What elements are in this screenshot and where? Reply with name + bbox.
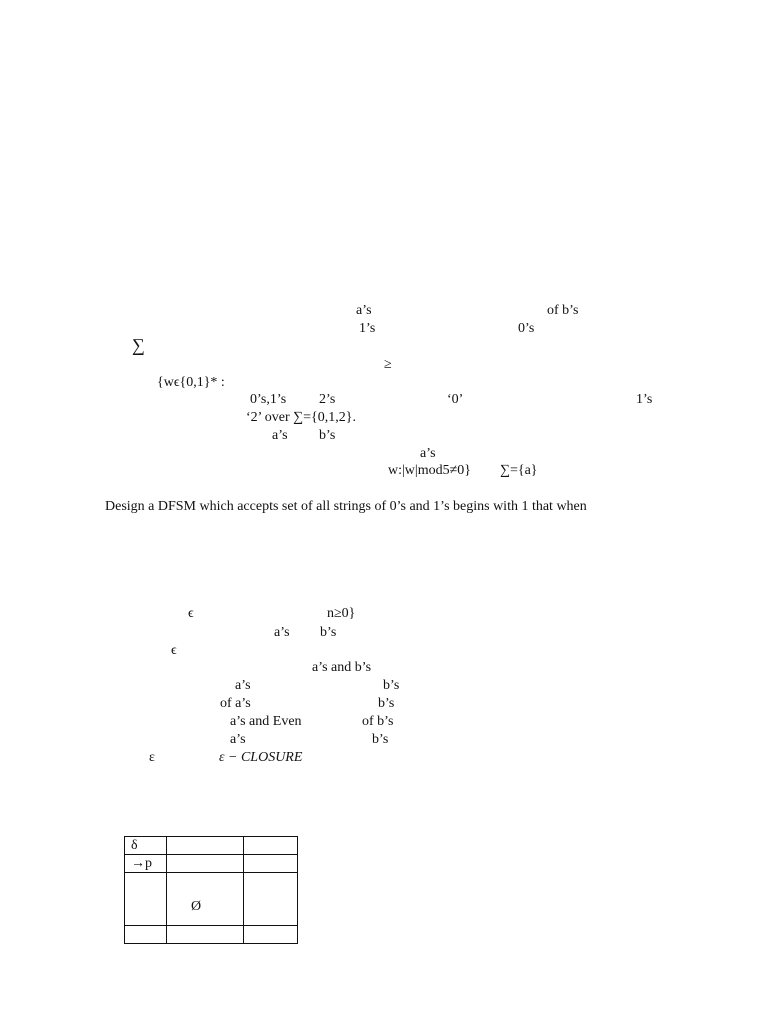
text-fragment: b’s xyxy=(383,678,400,693)
text-fragment: a’s and b’s xyxy=(312,660,372,675)
table-row xyxy=(125,926,298,944)
table-cell xyxy=(125,926,167,944)
question-line: Design a DFSM which accepts set of all strings of 0’s and 1’s begins with 1 that when xyxy=(105,499,587,514)
text-fragment: b’s xyxy=(372,732,389,747)
sigma-symbol: ∑ xyxy=(132,335,145,355)
text-fragment: of b’s xyxy=(362,714,394,729)
text-fragment: a’s xyxy=(356,303,372,318)
text-fragment: of a’s xyxy=(220,696,251,711)
text-fragment: a’s and Even xyxy=(230,714,302,729)
text-fragment: 2’s xyxy=(319,392,336,407)
table-cell xyxy=(167,855,244,873)
text-fragment: ∑={a} xyxy=(500,463,538,478)
table-row xyxy=(125,837,298,855)
text-fragment: 0’s,1’s xyxy=(250,392,287,407)
text-fragment: a’s xyxy=(420,446,436,461)
text-fragment: 1’s xyxy=(636,392,653,407)
epsilon-symbol: ϵ xyxy=(188,606,194,621)
table-cell xyxy=(125,873,167,926)
text-fragment: b’s xyxy=(319,428,336,443)
text-fragment: ‘0’ xyxy=(447,392,464,407)
text-fragment: 1’s xyxy=(359,321,376,336)
text-fragment: w:|w|mod5≠0} xyxy=(388,463,472,478)
table-cell xyxy=(244,855,298,873)
text-fragment: b’s xyxy=(378,696,395,711)
text-fragment: of b’s xyxy=(547,303,579,318)
table-cell xyxy=(167,837,244,855)
text-fragment: {wϵ{0,1}* : xyxy=(157,375,225,390)
table-state-cell: →p xyxy=(125,855,167,873)
table-cell xyxy=(244,837,298,855)
geq-symbol: ≥ xyxy=(384,357,392,372)
text-fragment: a’s xyxy=(235,678,251,693)
text-fragment: a’s xyxy=(272,428,288,443)
table-row xyxy=(125,855,298,873)
text-fragment: n≥0} xyxy=(327,606,356,621)
text-fragment: a’s xyxy=(274,625,290,640)
table-cell xyxy=(244,926,298,944)
table-cell xyxy=(167,926,244,944)
empty-set-cell: Ø xyxy=(167,873,244,926)
table-cell xyxy=(244,873,298,926)
table-header-cell: δ xyxy=(125,837,167,855)
text-fragment: ‘2’ over ∑={0,1,2}. xyxy=(246,410,356,425)
text-fragment: 0’s xyxy=(518,321,535,336)
table-row xyxy=(125,873,298,926)
text-fragment: b’s xyxy=(320,625,337,640)
epsilon-closure-label: ε − CLOSURE xyxy=(219,750,303,765)
epsilon-symbol: ϵ xyxy=(171,643,177,658)
text-fragment: a’s xyxy=(230,732,246,747)
epsilon-symbol: ε xyxy=(149,750,155,765)
transition-table xyxy=(124,836,298,944)
